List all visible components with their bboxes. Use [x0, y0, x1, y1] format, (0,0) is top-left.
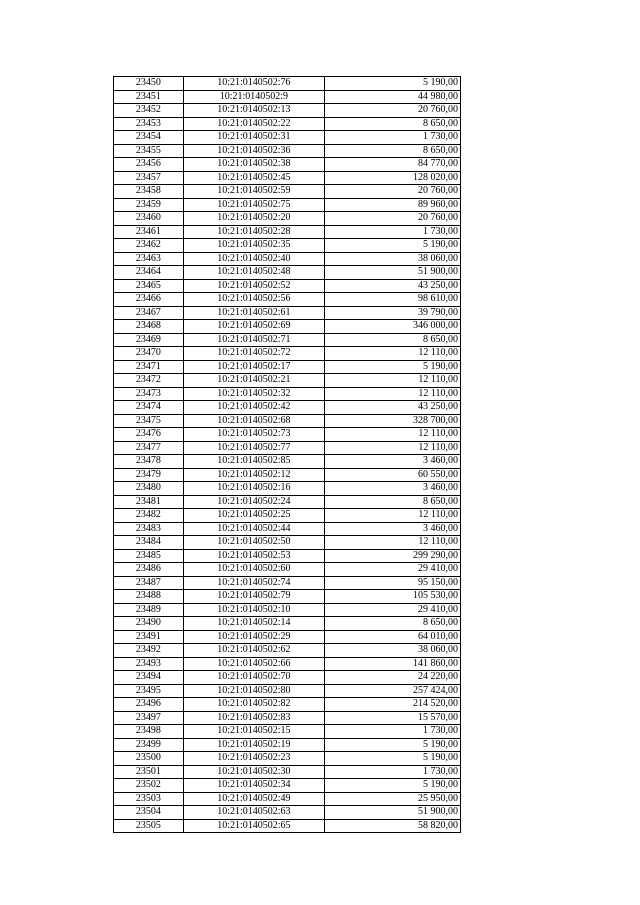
table-row	[114, 576, 461, 590]
row-number-cell: 23461	[114, 225, 184, 239]
amount-cell: 1 730,00	[325, 131, 461, 145]
amount-cell: 12 110,00	[325, 509, 461, 523]
table-row	[114, 590, 461, 604]
cadastral-number-cell: 10:21:0140502:68	[183, 414, 325, 428]
cadastral-number-cell: 10:21:0140502:20	[183, 212, 325, 226]
table-row	[114, 711, 461, 725]
cadastral-number-cell: 10:21:0140502:29	[183, 630, 325, 644]
amount-cell: 12 110,00	[325, 347, 461, 361]
row-number-cell: 23452	[114, 104, 184, 118]
row-number-cell: 23477	[114, 441, 184, 455]
table-row	[114, 563, 461, 577]
row-number-cell: 23459	[114, 198, 184, 212]
row-number-cell: 23486	[114, 563, 184, 577]
cadastral-number-cell: 10:21:0140502:77	[183, 441, 325, 455]
cadastral-number-cell: 10:21:0140502:65	[183, 819, 325, 833]
table-row	[114, 428, 461, 442]
row-number-cell: 23497	[114, 711, 184, 725]
cadastral-number-cell: 10:21:0140502:14	[183, 617, 325, 631]
amount-cell: 84 770,00	[325, 158, 461, 172]
amount-cell: 51 900,00	[325, 266, 461, 280]
amount-cell: 3 460,00	[325, 522, 461, 536]
amount-cell: 328 700,00	[325, 414, 461, 428]
amount-cell: 39 790,00	[325, 306, 461, 320]
amount-cell: 43 250,00	[325, 401, 461, 415]
row-number-cell: 23476	[114, 428, 184, 442]
table-row	[114, 158, 461, 172]
table-row	[114, 482, 461, 496]
amount-cell: 12 110,00	[325, 387, 461, 401]
cadastral-number-cell: 10:21:0140502:30	[183, 765, 325, 779]
table-row	[114, 374, 461, 388]
row-number-cell: 23491	[114, 630, 184, 644]
row-number-cell: 23487	[114, 576, 184, 590]
row-number-cell: 23482	[114, 509, 184, 523]
amount-cell: 12 110,00	[325, 374, 461, 388]
row-number-cell: 23498	[114, 725, 184, 739]
table-row	[114, 738, 461, 752]
amount-cell: 60 550,00	[325, 468, 461, 482]
table-row	[114, 509, 461, 523]
amount-cell: 346 000,00	[325, 320, 461, 334]
amount-cell: 44 980,00	[325, 90, 461, 104]
row-number-cell: 23500	[114, 752, 184, 766]
amount-cell: 5 190,00	[325, 239, 461, 253]
cadastral-number-cell: 10:21:0140502:25	[183, 509, 325, 523]
cadastral-number-cell: 10:21:0140502:60	[183, 563, 325, 577]
cadastral-number-cell: 10:21:0140502:10	[183, 603, 325, 617]
amount-cell: 38 060,00	[325, 252, 461, 266]
row-number-cell: 23468	[114, 320, 184, 334]
row-number-cell: 23462	[114, 239, 184, 253]
cadastral-number-cell: 10:21:0140502:53	[183, 549, 325, 563]
cadastral-number-cell: 10:21:0140502:31	[183, 131, 325, 145]
amount-cell: 29 410,00	[325, 603, 461, 617]
row-number-cell: 23483	[114, 522, 184, 536]
amount-cell: 43 250,00	[325, 279, 461, 293]
row-number-cell: 23504	[114, 806, 184, 820]
table-row	[114, 360, 461, 374]
table-row	[114, 468, 461, 482]
row-number-cell: 23469	[114, 333, 184, 347]
document-page	[113, 76, 461, 833]
table-row	[114, 77, 461, 91]
row-number-cell: 23496	[114, 698, 184, 712]
row-number-cell: 23463	[114, 252, 184, 266]
cadastral-number-cell: 10:21:0140502:83	[183, 711, 325, 725]
row-number-cell: 23499	[114, 738, 184, 752]
amount-cell: 20 760,00	[325, 104, 461, 118]
row-number-cell: 23475	[114, 414, 184, 428]
cadastral-number-cell: 10:21:0140502:79	[183, 590, 325, 604]
cadastral-number-cell: 10:21:0140502:70	[183, 671, 325, 685]
row-number-cell: 23460	[114, 212, 184, 226]
amount-cell: 12 110,00	[325, 428, 461, 442]
row-number-cell: 23451	[114, 90, 184, 104]
table-row	[114, 293, 461, 307]
table-row	[114, 752, 461, 766]
table-row	[114, 671, 461, 685]
cadastral-number-cell: 10:21:0140502:17	[183, 360, 325, 374]
amount-cell: 128 020,00	[325, 171, 461, 185]
cadastral-number-cell: 10:21:0140502:16	[183, 482, 325, 496]
cadastral-number-cell: 10:21:0140502:32	[183, 387, 325, 401]
table-row	[114, 104, 461, 118]
amount-cell: 257 424,00	[325, 684, 461, 698]
cadastral-number-cell: 10:21:0140502:36	[183, 144, 325, 158]
row-number-cell: 23467	[114, 306, 184, 320]
table-row	[114, 684, 461, 698]
amount-cell: 5 190,00	[325, 738, 461, 752]
table-row	[114, 522, 461, 536]
row-number-cell: 23484	[114, 536, 184, 550]
amount-cell: 20 760,00	[325, 185, 461, 199]
row-number-cell: 23450	[114, 77, 184, 91]
cadastral-number-cell: 10:21:0140502:13	[183, 104, 325, 118]
amount-cell: 5 190,00	[325, 77, 461, 91]
row-number-cell: 23503	[114, 792, 184, 806]
row-number-cell: 23492	[114, 644, 184, 658]
row-number-cell: 23501	[114, 765, 184, 779]
cadastral-number-cell: 10:21:0140502:85	[183, 455, 325, 469]
table-row	[114, 90, 461, 104]
table-row	[114, 333, 461, 347]
cadastral-number-cell: 10:21:0140502:59	[183, 185, 325, 199]
amount-cell: 1 730,00	[325, 725, 461, 739]
table-row	[114, 765, 461, 779]
cadastral-number-cell: 10:21:0140502:48	[183, 266, 325, 280]
amount-cell: 3 460,00	[325, 482, 461, 496]
amount-cell: 5 190,00	[325, 779, 461, 793]
amount-cell: 20 760,00	[325, 212, 461, 226]
amount-cell: 8 650,00	[325, 144, 461, 158]
amount-cell: 25 950,00	[325, 792, 461, 806]
table-row	[114, 819, 461, 833]
amount-cell: 89 960,00	[325, 198, 461, 212]
row-number-cell: 23489	[114, 603, 184, 617]
table-row	[114, 225, 461, 239]
table-row	[114, 549, 461, 563]
table-row	[114, 401, 461, 415]
amount-cell: 12 110,00	[325, 441, 461, 455]
amount-cell: 141 860,00	[325, 657, 461, 671]
registry-table-body	[114, 77, 461, 833]
row-number-cell: 23505	[114, 819, 184, 833]
amount-cell: 38 060,00	[325, 644, 461, 658]
cadastral-number-cell: 10:21:0140502:72	[183, 347, 325, 361]
amount-cell: 299 290,00	[325, 549, 461, 563]
table-row	[114, 603, 461, 617]
table-row	[114, 617, 461, 631]
table-row	[114, 792, 461, 806]
amount-cell: 1 730,00	[325, 225, 461, 239]
table-row	[114, 252, 461, 266]
table-row	[114, 630, 461, 644]
amount-cell: 51 900,00	[325, 806, 461, 820]
cadastral-number-cell: 10:21:0140502:76	[183, 77, 325, 91]
amount-cell: 12 110,00	[325, 536, 461, 550]
row-number-cell: 23481	[114, 495, 184, 509]
cadastral-number-cell: 10:21:0140502:61	[183, 306, 325, 320]
cadastral-number-cell: 10:21:0140502:45	[183, 171, 325, 185]
row-number-cell: 23454	[114, 131, 184, 145]
row-number-cell: 23480	[114, 482, 184, 496]
cadastral-number-cell: 10:21:0140502:9	[183, 90, 325, 104]
amount-cell: 5 190,00	[325, 752, 461, 766]
table-row	[114, 306, 461, 320]
table-row	[114, 455, 461, 469]
row-number-cell: 23466	[114, 293, 184, 307]
amount-cell: 29 410,00	[325, 563, 461, 577]
cadastral-number-cell: 10:21:0140502:74	[183, 576, 325, 590]
table-row	[114, 279, 461, 293]
table-row	[114, 725, 461, 739]
cadastral-number-cell: 10:21:0140502:44	[183, 522, 325, 536]
cadastral-number-cell: 10:21:0140502:22	[183, 117, 325, 131]
amount-cell: 8 650,00	[325, 617, 461, 631]
amount-cell: 64 010,00	[325, 630, 461, 644]
table-row	[114, 171, 461, 185]
cadastral-number-cell: 10:21:0140502:80	[183, 684, 325, 698]
cadastral-number-cell: 10:21:0140502:75	[183, 198, 325, 212]
cadastral-number-cell: 10:21:0140502:49	[183, 792, 325, 806]
row-number-cell: 23471	[114, 360, 184, 374]
row-number-cell: 23464	[114, 266, 184, 280]
amount-cell: 58 820,00	[325, 819, 461, 833]
row-number-cell: 23479	[114, 468, 184, 482]
cadastral-number-cell: 10:21:0140502:69	[183, 320, 325, 334]
row-number-cell: 23473	[114, 387, 184, 401]
table-row	[114, 266, 461, 280]
table-row	[114, 806, 461, 820]
table-row	[114, 414, 461, 428]
cadastral-number-cell: 10:21:0140502:15	[183, 725, 325, 739]
amount-cell: 98 610,00	[325, 293, 461, 307]
table-row	[114, 144, 461, 158]
amount-cell: 15 570,00	[325, 711, 461, 725]
row-number-cell: 23488	[114, 590, 184, 604]
amount-cell: 95 150,00	[325, 576, 461, 590]
cadastral-number-cell: 10:21:0140502:63	[183, 806, 325, 820]
cadastral-number-cell: 10:21:0140502:40	[183, 252, 325, 266]
table-row	[114, 536, 461, 550]
cadastral-number-cell: 10:21:0140502:19	[183, 738, 325, 752]
cadastral-number-cell: 10:21:0140502:24	[183, 495, 325, 509]
amount-cell: 8 650,00	[325, 495, 461, 509]
row-number-cell: 23458	[114, 185, 184, 199]
row-number-cell: 23485	[114, 549, 184, 563]
table-row	[114, 239, 461, 253]
cadastral-number-cell: 10:21:0140502:56	[183, 293, 325, 307]
row-number-cell: 23502	[114, 779, 184, 793]
table-row	[114, 347, 461, 361]
row-number-cell: 23453	[114, 117, 184, 131]
cadastral-number-cell: 10:21:0140502:73	[183, 428, 325, 442]
cadastral-number-cell: 10:21:0140502:66	[183, 657, 325, 671]
row-number-cell: 23495	[114, 684, 184, 698]
row-number-cell: 23494	[114, 671, 184, 685]
cadastral-number-cell: 10:21:0140502:82	[183, 698, 325, 712]
cadastral-number-cell: 10:21:0140502:35	[183, 239, 325, 253]
table-row	[114, 131, 461, 145]
cadastral-number-cell: 10:21:0140502:34	[183, 779, 325, 793]
table-row	[114, 644, 461, 658]
cadastral-number-cell: 10:21:0140502:52	[183, 279, 325, 293]
table-row	[114, 698, 461, 712]
registry-table	[113, 76, 461, 833]
table-row	[114, 657, 461, 671]
cadastral-number-cell: 10:21:0140502:62	[183, 644, 325, 658]
table-row	[114, 117, 461, 131]
cadastral-number-cell: 10:21:0140502:38	[183, 158, 325, 172]
amount-cell: 3 460,00	[325, 455, 461, 469]
table-row	[114, 198, 461, 212]
row-number-cell: 23472	[114, 374, 184, 388]
amount-cell: 24 220,00	[325, 671, 461, 685]
cadastral-number-cell: 10:21:0140502:50	[183, 536, 325, 550]
amount-cell: 105 530,00	[325, 590, 461, 604]
table-row	[114, 320, 461, 334]
table-row	[114, 495, 461, 509]
row-number-cell: 23456	[114, 158, 184, 172]
row-number-cell: 23465	[114, 279, 184, 293]
amount-cell: 8 650,00	[325, 333, 461, 347]
table-row	[114, 212, 461, 226]
row-number-cell: 23478	[114, 455, 184, 469]
cadastral-number-cell: 10:21:0140502:12	[183, 468, 325, 482]
row-number-cell: 23474	[114, 401, 184, 415]
row-number-cell: 23493	[114, 657, 184, 671]
cadastral-number-cell: 10:21:0140502:42	[183, 401, 325, 415]
amount-cell: 5 190,00	[325, 360, 461, 374]
cadastral-number-cell: 10:21:0140502:28	[183, 225, 325, 239]
row-number-cell: 23455	[114, 144, 184, 158]
amount-cell: 214 520,00	[325, 698, 461, 712]
row-number-cell: 23470	[114, 347, 184, 361]
cadastral-number-cell: 10:21:0140502:21	[183, 374, 325, 388]
amount-cell: 8 650,00	[325, 117, 461, 131]
row-number-cell: 23490	[114, 617, 184, 631]
table-row	[114, 387, 461, 401]
cadastral-number-cell: 10:21:0140502:71	[183, 333, 325, 347]
row-number-cell: 23457	[114, 171, 184, 185]
table-row	[114, 185, 461, 199]
table-row	[114, 779, 461, 793]
cadastral-number-cell: 10:21:0140502:23	[183, 752, 325, 766]
table-row	[114, 441, 461, 455]
amount-cell: 1 730,00	[325, 765, 461, 779]
